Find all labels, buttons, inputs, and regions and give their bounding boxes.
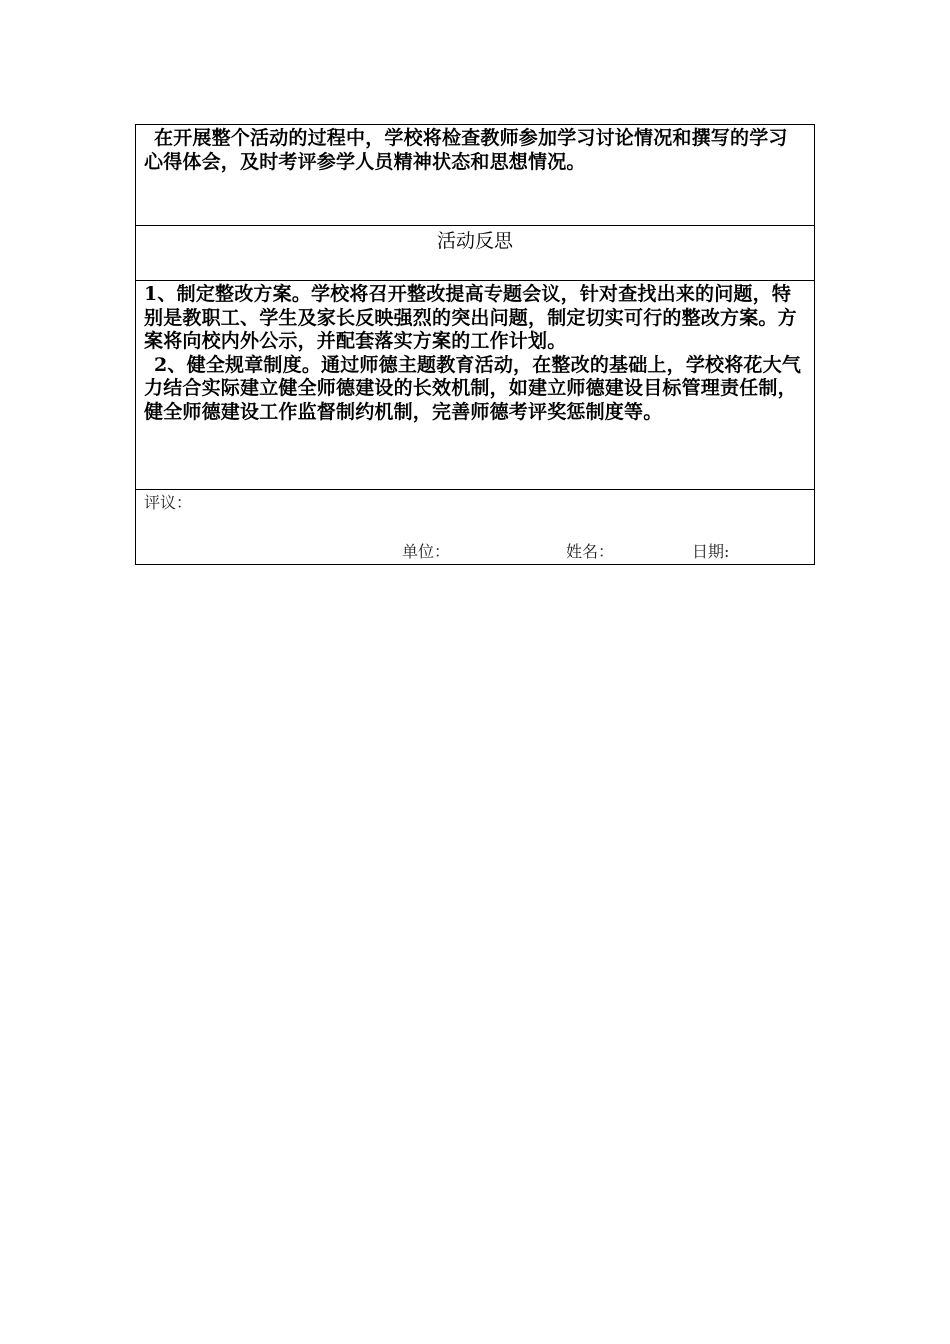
reflection-heading-row xyxy=(136,226,814,281)
reflection-paragraph-2: 2、健全规章制度。通过师德主题教育活动，在整改的基础上，学校将花大气力结合实际建立健全师德建设的长效机制，如建立师德建设目标管理责任制，健全师德建设工作监督制约机制，完善师德考评奖惩制度等。 xyxy=(144,353,802,423)
intro-paragraph: 在开展整个活动的过程中，学校将检查教师参加学习讨论情况和撰写的学习心得体会，及时考评参学人员精神状态和思想情况。 xyxy=(144,127,788,173)
unit-label: 单位： xyxy=(402,542,451,561)
reflection-paragraph-1: 1、制定整改方案。学校将召开整改提高专题会议，针对查找出来的问题，特别是教职工、学生及家长反映强烈的突出问题，制定切实可行的整改方案。方案将向校内外公示，并配套落实方案的工作计划。 xyxy=(144,283,797,352)
reflection-heading: 活动反思 xyxy=(436,230,513,252)
intro-row xyxy=(136,125,814,226)
comment-row xyxy=(136,490,814,564)
activity-table xyxy=(135,124,815,565)
reflection-body-row xyxy=(136,281,814,490)
name-label: 姓名： xyxy=(566,542,615,561)
comment-label: 评议： xyxy=(144,493,193,512)
date-label: 日期: xyxy=(692,542,730,561)
